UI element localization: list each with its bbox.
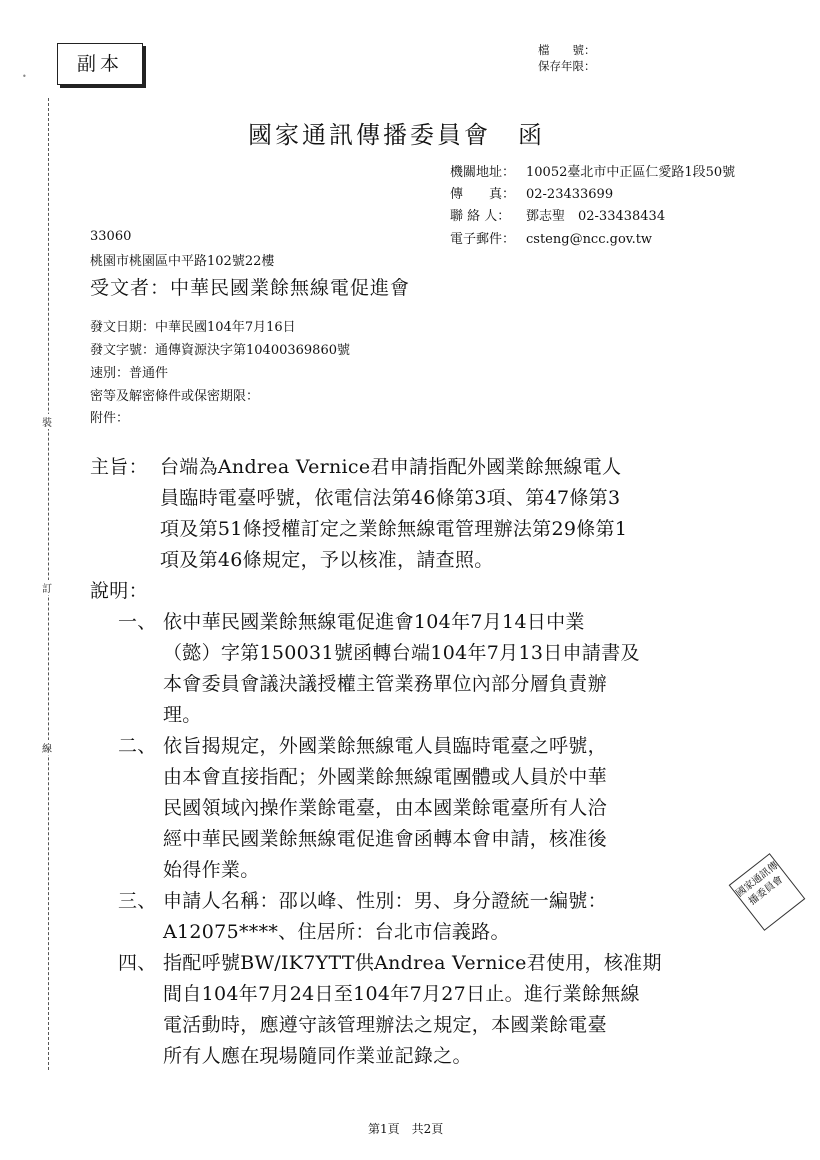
item-line: 依旨揭規定，外國業餘無線電人員臨時電臺之呼號， xyxy=(163,735,607,757)
attachments: 附件： xyxy=(90,411,130,426)
confidentiality: 密等及解密條件或保密期限： xyxy=(90,389,260,404)
recipient-postal-code: 33060 xyxy=(90,229,132,244)
subject-label: 主旨： xyxy=(90,456,148,478)
page-footer: 第1頁 共2頁 xyxy=(368,1122,444,1136)
issue-date: 發文日期：中華民國104年7月16日 xyxy=(90,320,296,335)
recipient: 受文者：中華民國業餘無線電促進會 xyxy=(90,277,411,299)
item-number: 四、 xyxy=(118,952,157,974)
subject-line: 項及第46條規定，予以核准，請查照。 xyxy=(160,549,494,571)
contact-address: 機關地址： 10052臺北市中正區仁愛路1段50號 xyxy=(450,165,736,180)
item-line: 申請人名稱：邵以峰、性別：男、身分證統一編號： xyxy=(163,890,607,912)
item-line: A12075****、住居所：台北市信義路。 xyxy=(163,921,510,943)
item-number: 一、 xyxy=(118,611,157,633)
subject-line: 項及第51條授權訂定之業餘無線電管理辦法第29條第1 xyxy=(160,518,628,540)
item-line: 指配呼號BW/IK7YTT供Andrea Vernice君使用，核准期 xyxy=(163,952,662,974)
item-number: 三、 xyxy=(118,890,157,912)
binding-mark-3: 線 xyxy=(42,740,52,755)
item-line: 間自104年7月24日至104年7月27日止。進行業餘無線 xyxy=(163,983,640,1005)
copy-label: 副本 xyxy=(57,43,143,85)
file-number-label: 檔 號： xyxy=(538,43,596,57)
item-line: 本會委員會議決議授權主管業務單位內部分層負責辦 xyxy=(163,673,607,695)
document-number: 發文字號：通傳資源決字第10400369860號 xyxy=(90,343,350,358)
item-line: 理。 xyxy=(163,704,202,726)
retention-period-label: 保存年限： xyxy=(538,59,596,73)
contact-fax: 傳 真： 02-23433699 xyxy=(450,187,614,202)
item-line: 民國領域內操作業餘電臺，由本國業餘電臺所有人洽 xyxy=(163,797,607,819)
binding-mark-2: 訂 xyxy=(42,580,52,595)
recipient-address: 桃園市桃園區中平路102號22樓 xyxy=(90,254,275,269)
item-line: 始得作業。 xyxy=(163,859,260,881)
item-line: （懿）字第150031號函轉台端104年7月13日申請書及 xyxy=(163,642,640,664)
official-stamp: 國家通訊傳播委員會 xyxy=(729,853,806,931)
contact-email: 電子郵件： csteng@ncc.gov.tw xyxy=(450,232,653,247)
item-line: 由本會直接指配；外國業餘無線電團體或人員於中華 xyxy=(163,766,607,788)
item-line: 依中華民國業餘無線電促進會104年7月14日中業 xyxy=(163,611,585,633)
urgency: 速別：普通件 xyxy=(90,366,169,381)
subject-line: 台端為Andrea Vernice君申請指配外國業餘無線電人 xyxy=(160,456,622,478)
item-line: 電活動時，應遵守該管理辦法之規定，本國業餘電臺 xyxy=(163,1014,607,1036)
item-line: 所有人應在現場隨同作業並記錄之。 xyxy=(163,1045,472,1067)
explanation-label: 說明： xyxy=(90,580,148,602)
document-title: 國家通訊傳播委員會 函 xyxy=(248,121,545,149)
subject-line: 員臨時電臺呼號，依電信法第46條第3項、第47條第3 xyxy=(160,487,621,509)
item-number: 二、 xyxy=(118,735,157,757)
contact-person: 聯 絡 人： 鄧志聖 02-33438434 xyxy=(450,209,666,224)
scan-speck: • xyxy=(22,72,27,81)
binding-mark-1: 裝 xyxy=(42,414,52,429)
item-line: 經中華民國業餘無線電促進會函轉本會申請，核准後 xyxy=(163,828,607,850)
